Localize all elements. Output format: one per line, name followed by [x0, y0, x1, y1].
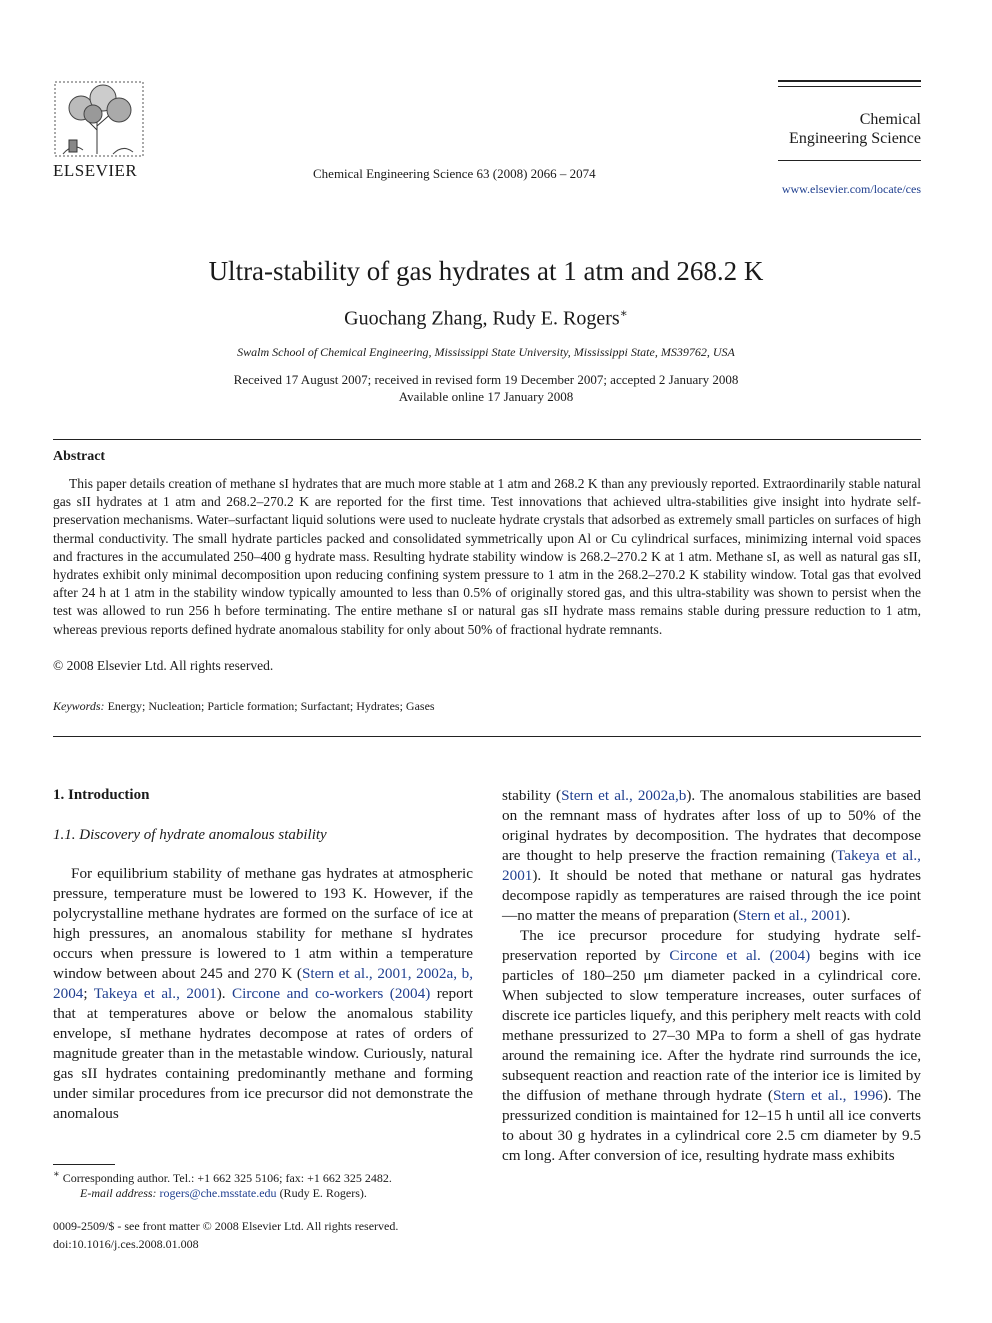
text: ).: [841, 907, 851, 924]
text: ).: [216, 985, 233, 1002]
citation-link[interactable]: Stern et al., 2001, 2002a, b, 2004: [53, 965, 473, 1002]
text: report that at temperatures above or below the anomalous stability envelope, sI methane hydrates decompose at rates of orders of magnitude greater than in the metastable window. Curiously, natural gas sII hydrates containing predominantly methane and forming under similar procedures from ice precursor did not demonstrate the anomalous: [53, 985, 473, 1122]
citation-link[interactable]: Circone and co-workers (2004): [232, 985, 431, 1002]
right-column: [502, 786, 921, 1166]
tree-icon: [53, 80, 145, 160]
citation-link[interactable]: Stern et al., 1996: [772, 1087, 883, 1104]
left-column-paragraph: [53, 864, 473, 1124]
text: ). The anomalous stabilities are based on the remnant mass of hydrates after loss of up to 50% of the original hydrates by decomposition. The hydrates that decompose are thought to help preserve the fraction remaining (: [502, 787, 921, 864]
footnote-text: Corresponding author. Tel.: +1 662 325 5106; fax: +1 662 325 2482.: [59, 1171, 392, 1185]
abstract-top-rule: [53, 439, 921, 440]
citation-link[interactable]: Takeya et al., 2001: [93, 985, 217, 1002]
authors-text: Guochang Zhang, Rudy E. Rogers: [344, 307, 620, 330]
text: begins with ice particles of 180–250 μm diameter packed in a cylindrical core. When subjected to slow temperature increases, outer surfaces of discrete ice particles liquefy, and this periphery melt reacts with cold methane pressurized to 27–30 MPa to form a shell of gas hydrate around the remaining ice. After the hydrate rind surrounds the ice, subsequent reaction and reaction rate of the interior ice is limited by the diffusion of methane through hydrate (: [502, 947, 921, 1104]
email-label: E-mail address:: [80, 1186, 157, 1200]
keywords-list: Energy; Nucleation; Particle formation; Surfactant; Hydrates; Gases: [104, 699, 435, 713]
subsection-heading: 1.1. Discovery of hydrate anomalous stability: [53, 827, 327, 843]
citation-link[interactable]: Circone et al. (2004): [669, 947, 811, 964]
footnote-rule: [53, 1164, 115, 1165]
header-rule: [778, 160, 921, 161]
footnote-mark: ∗: [53, 1169, 60, 1180]
citation-link[interactable]: Takeya et al., 2001: [502, 847, 921, 884]
abstract-text: This paper details creation of methane sI hydrates that are much more stable at 1 atm and 268.2 K than any previously reported. Extraordinarily stable natural gas sII hydrates at 1 atm and 268.2–270.2 K are reported for the first time. Test innovations that achieved ultra-stabilities give insight into hydrate self-preservation mechanisms. Water–surfactant liquid solutions were used to nucleate hydrate crystals that adsorbed as extremely small particles on surfaces of high thermal conductivity. The small hydrate particles packed and consolidated symmetrically upon Al or Cu cylindrical surfaces, minimizing internal void spaces and fractures in the accumulated 250–400 g hydrate mass. Resulting hydrate stability window is 268.2–270.2 K at 1 atm. Methane sI, as well as natural gas sII, hydrates exhibit only minimal decomposition upon reducing confining system pressure to 1 atm in the 268.2–270.2 K stability window. Total gas that evolved after 24 h at 1 atm in the stability window typically amounted to less than 0.5% of originally stored gas, and this ultra-stability was shown to persist when the test was allowed to run 256 h before terminating. The entire methane sI or natural gas sII hydrate mass remains stable during pressure reduction to 1 atm, whereas previous reports defined hydrate anomalous stability for only about 50% of fractional hydrate remnants.: [53, 476, 921, 637]
publisher-name: ELSEVIER: [53, 161, 138, 180]
header-rule: [778, 86, 921, 87]
abstract-heading: Abstract: [53, 449, 106, 464]
text: For equilibrium stability of methane gas hydrates at atmospheric pressure, temperature must be lowered to 193 K. However, if the polycrystalline methane hydrates are formed on the surface of ice at high pressures, an anomalous stability for methane sI hydrates occurs when pressure is lowered to 1 atm within a temperature window between about 245 and 270 K (: [53, 865, 473, 982]
email-footnote: [80, 1186, 367, 1201]
abstract-bottom-rule: [53, 736, 921, 737]
text: ). It should be noted that methane or natural gas hydrates decompose rapidly as temperatures are raised through the ice point—no matter the means of preparation (: [502, 867, 921, 924]
journal-citation: Chemical Engineering Science 63 (2008) 2066 – 2074: [313, 166, 596, 181]
paragraph: [502, 926, 921, 1166]
email-link[interactable]: rogers@che.msstate.edu: [159, 1186, 277, 1200]
affiliation: Swalm School of Chemical Engineering, Mississippi State University, Mississippi State, MS39762, USA: [237, 345, 735, 359]
citation-link[interactable]: Stern et al., 2002a,b: [561, 787, 687, 804]
abstract-copyright: © 2008 Elsevier Ltd. All rights reserved.: [53, 658, 274, 673]
journal-url-link[interactable]: www.elsevier.com/locate/ces: [781, 182, 921, 196]
doi-line: doi:10.1016/j.ces.2008.01.008: [53, 1237, 199, 1251]
journal-name-line1: Chemical: [859, 111, 921, 128]
received-dates: Received 17 August 2007; received in revised form 19 December 2007; accepted 2 January 2008: [233, 372, 739, 387]
issn-line: 0009-2509/$ - see front matter © 2008 Elsevier Ltd. All rights reserved.: [53, 1219, 399, 1233]
text: ). The pressurized condition is maintained for 12–15 h until all ice converts to about 30 g hydrates in a cylindrical core 2.5 cm diameter by 9.5 cm long. After conversion of ice, resulting hydrate mass exhibits: [502, 1087, 921, 1164]
text: ;: [83, 985, 94, 1002]
online-date: Available online 17 January 2008: [398, 389, 574, 404]
paragraph: [502, 786, 921, 926]
keywords: [53, 699, 435, 714]
corresponding-footnote: [53, 1169, 392, 1186]
text: The ice precursor procedure for studying hydrate self-preservation reported by: [502, 927, 921, 964]
article-title: Ultra-stability of gas hydrates at 1 atm and 268.2 K: [208, 256, 764, 286]
corresponding-mark: ∗: [619, 306, 628, 320]
author-list: [0, 306, 972, 331]
email-name: (Rudy E. Rogers).: [276, 1186, 367, 1200]
journal-name-line2: Engineering Science: [789, 130, 921, 147]
section-heading: 1. Introduction: [53, 787, 150, 803]
journal-name: [760, 110, 921, 148]
citation-link[interactable]: Stern et al., 2001: [738, 907, 842, 924]
header-rule: [778, 80, 921, 82]
text: stability (: [502, 787, 562, 804]
keywords-label: Keywords:: [53, 699, 105, 713]
